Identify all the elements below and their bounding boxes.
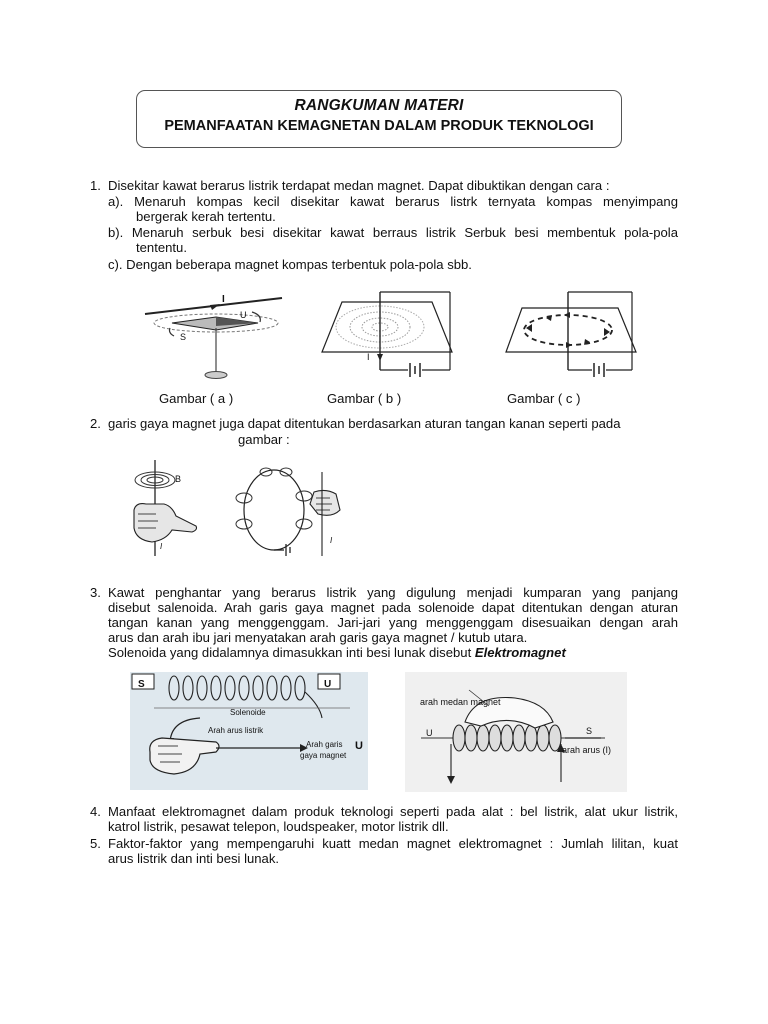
- solenoid-label-u-2: U: [355, 740, 363, 752]
- item-3-line-2: disebut salenoida. Arah garis gaya magnet pada solenoide dapat ditentukan dengan aturan: [108, 600, 678, 615]
- item-4-line-2: katrol listrik, pesawat telepon, loudspeaker, motor listrik dll.: [108, 819, 449, 834]
- figure2-label-i-left: I: [160, 542, 163, 551]
- solenoid-label-gaya-magnet: gaya magnet: [300, 751, 347, 760]
- item-2-number: 2.: [90, 416, 101, 431]
- item-5-number: 5.: [90, 836, 101, 851]
- electromagnet-label-arah-arus: arah arus (I): [562, 745, 612, 755]
- solenoid-label-solenoide: Solenoide: [230, 708, 266, 717]
- item-3-line-1: Kawat penghantar yang berarus listrik yang digulung menjadi kumparan yang panjang: [108, 585, 678, 600]
- electromagnet-label-u: U: [426, 728, 433, 738]
- item-2-line-2: gambar :: [238, 432, 290, 447]
- item-5-line-2: arus listrik dan inti besi lunak.: [108, 851, 280, 866]
- figure2-label-i-right: I: [330, 536, 333, 545]
- solenoid-label-u: U: [324, 679, 332, 690]
- item-1-text: Disekitar kawat berarus listrik terdapat medan magnet. Dapat dibuktikan dengan cara :: [108, 178, 610, 193]
- figure-electromagnet-hand: [405, 672, 627, 792]
- item-5-line-1: Faktor-faktor yang mempengaruhi kuatt medan magnet elektromagnet : Jumlah lilitan, kuat: [108, 836, 678, 851]
- caption-gambar-b: Gambar ( b ): [327, 391, 402, 406]
- item-3-line-5: [108, 645, 566, 660]
- figure-c-compass-ring: [500, 290, 648, 382]
- page-subtitle: PEMANFAATAN KEMAGNETAN DALAM PRODUK TEKNOLOGI: [164, 118, 594, 134]
- solenoid-label-s: S: [138, 679, 145, 690]
- figure2-label-b: B: [175, 474, 182, 484]
- title-box: [136, 90, 622, 148]
- item-4-line-1: Manfaat elektromagnet dalam produk teknologi seperti pada alat : bel listrik, alat ukur listrik,: [108, 804, 678, 819]
- figure-b-iron-filings: [312, 290, 464, 382]
- figure-a-label-s: S: [180, 332, 187, 342]
- caption-gambar-c: Gambar ( c ): [507, 391, 581, 406]
- figure-b-label-i: I: [367, 352, 370, 362]
- page-title: RANGKUMAN MATERI: [294, 97, 464, 114]
- figure-a-label-i: I: [222, 294, 225, 305]
- item-1a-line-1: a). Menaruh kompas kecil disekitar kawat berarus listrk ternyata kompas menyimpang: [108, 194, 678, 209]
- figure-a-label-u: U: [240, 310, 247, 320]
- item-3-line-5-prefix: Solenoida yang didalamnya dimasukkan inti besi lunak disebut: [108, 645, 475, 660]
- item-3-line-3: tangan kanan yang menggenggam. Jari-jari yang menggenggam disesuaikan dengan arah: [108, 615, 678, 630]
- item-2-line-1: garis gaya magnet juga dapat ditentukan berdasarkan aturan tangan kanan seperti pada: [108, 416, 621, 431]
- electromagnet-label-s: S: [586, 726, 593, 736]
- solenoid-label-arah-garis: Arah garis: [306, 740, 343, 749]
- electromagnet-label-arah-medan: arah medan magnet: [420, 697, 501, 707]
- item-1-number: 1.: [90, 178, 101, 193]
- item-1b-line-1: b). Menaruh serbuk besi disekitar kawat berraus listrik Serbuk besi membentuk pola-pola: [108, 225, 678, 240]
- item-3-number: 3.: [90, 585, 101, 600]
- item-1c-text: c). Dengan beberapa magnet kompas terbentuk pola-pola sbb.: [108, 257, 472, 272]
- caption-gambar-a: Gambar ( a ): [159, 391, 234, 406]
- figure-a-compass: [140, 290, 290, 382]
- elektromagnet-term: Elektromagnet: [474, 645, 566, 660]
- item-3-line-4: arus dan arah ibu jari menyatakan arah garis gaya magnet / kutub utara.: [108, 630, 528, 645]
- item-1a-line-2: bergerak kerah tertentu.: [136, 209, 276, 224]
- item-1b-line-2: tententu.: [136, 240, 187, 255]
- item-4-number: 4.: [90, 804, 101, 819]
- solenoid-label-arah-arus: Arah arus listrik: [208, 726, 264, 735]
